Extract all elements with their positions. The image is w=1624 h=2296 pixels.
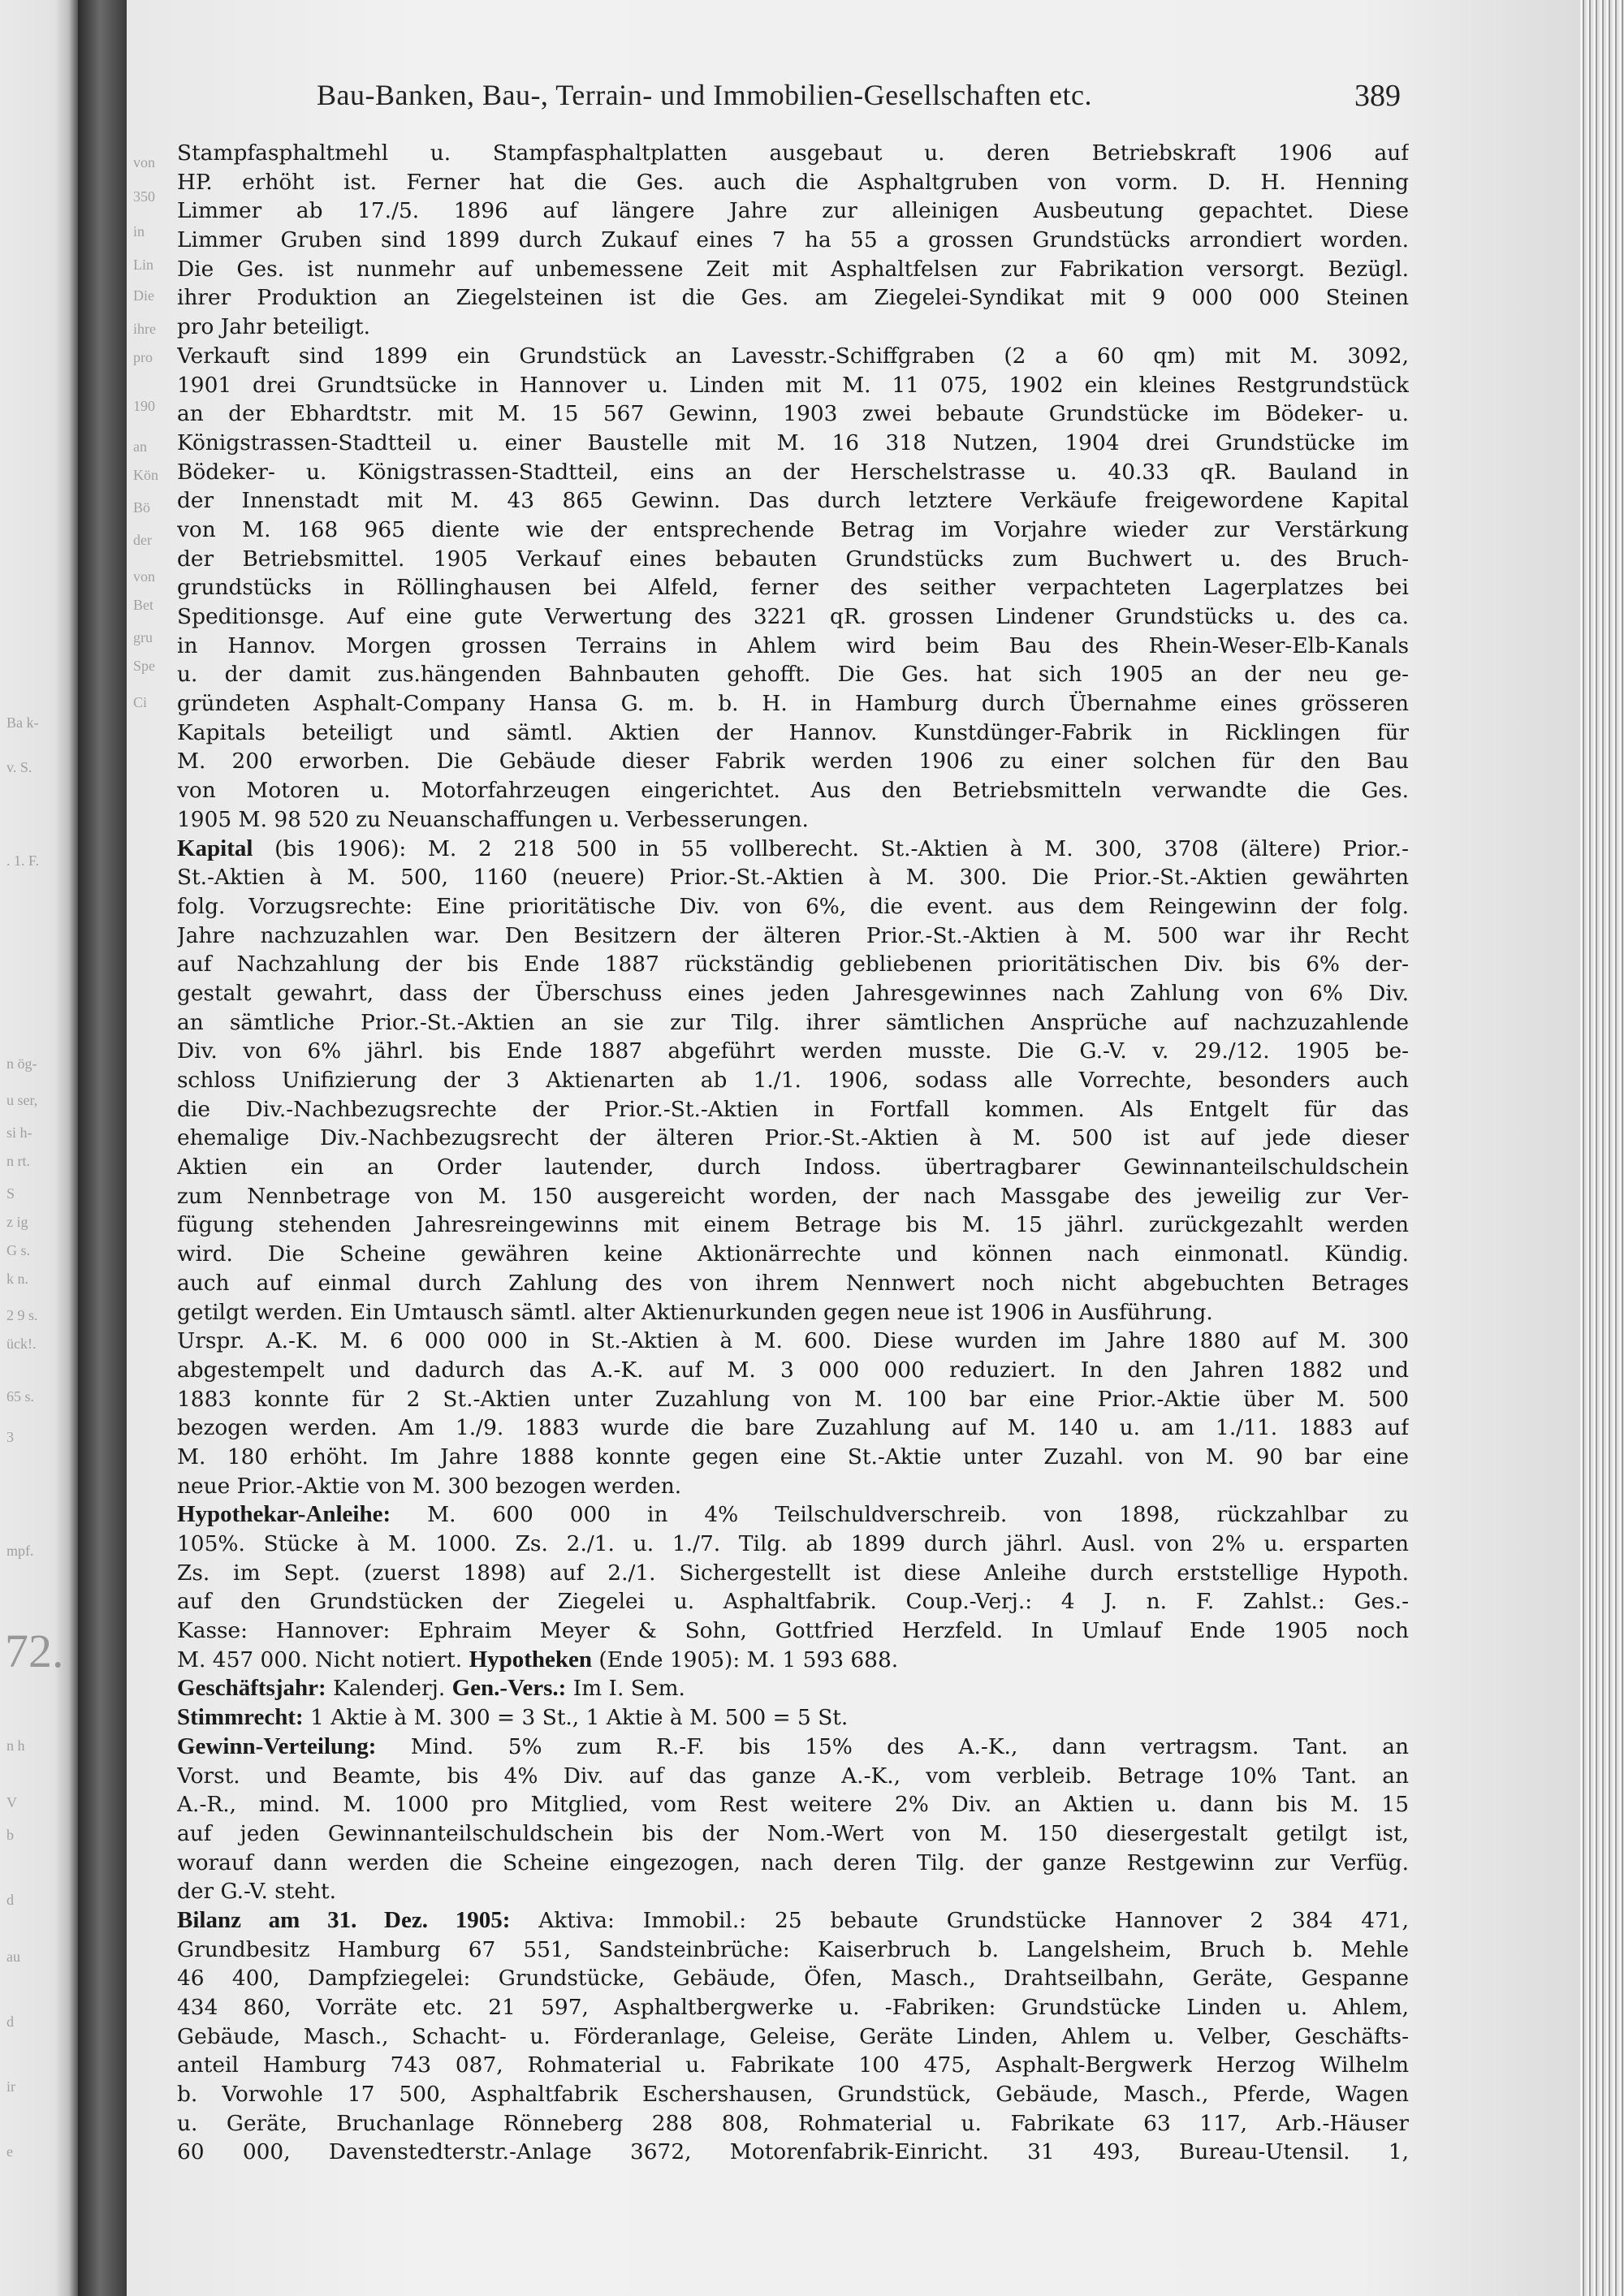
text-line xyxy=(177,1269,1409,1298)
line-text: worauf dann werden die Scheine eingezogen, nach deren Tilg. der ganze Restgewinn zur Verfüg. xyxy=(177,1849,1409,1875)
text-line xyxy=(177,1877,1409,1906)
text-line xyxy=(177,776,1409,805)
text-line xyxy=(177,1298,1409,1327)
margin-fragment: in xyxy=(133,223,145,240)
text-line xyxy=(177,1993,1409,2022)
line-text: bezogen werden. Am 1./9. 1883 wurde die bare Zuzahlung auf M. 140 u. am 1./11. 1883 auf xyxy=(177,1415,1409,1441)
page-stack-edge xyxy=(1580,0,1624,2296)
text-line xyxy=(177,1066,1409,1095)
line-text: auch auf einmal durch Zahlung des von ihrem Nennwert noch nicht abgebuchten Betrages xyxy=(177,1270,1409,1296)
text-line xyxy=(177,196,1409,226)
margin-fragment: z ig xyxy=(6,1214,28,1230)
text-line xyxy=(177,805,1409,835)
line-text: Königstrassen-Stadtteil u. einer Baustelle mit M. 16 318 Nutzen, 1904 drei Grundstücke im xyxy=(177,429,1409,455)
text-line xyxy=(177,1413,1409,1443)
text-line xyxy=(177,1356,1409,1385)
text-line xyxy=(177,1646,1409,1675)
text-line xyxy=(177,573,1409,602)
margin-fragment: Die xyxy=(133,287,154,304)
text-line xyxy=(177,2051,1409,2080)
margin-fragment: Ci xyxy=(133,694,148,710)
section-label: Hypotheken xyxy=(469,1646,593,1672)
text-line xyxy=(177,1906,1409,1936)
line-text: u. der damit zus.hängenden Bahnbauten gehofft. Die Ges. hat sich 1905 an der neu ge- xyxy=(177,662,1409,688)
margin-fragment: e xyxy=(6,2143,13,2160)
margin-fragment: 190 xyxy=(133,398,155,414)
margin-fragment: von xyxy=(133,154,155,170)
margin-fragment: V xyxy=(6,1794,17,1810)
line-text: Kasse: Hannover: Ephraim Meyer & Sohn, Gottfried Herzfeld. In Umlauf Ende 1905 noch xyxy=(177,1618,1409,1644)
line-text: Aktien ein an Order lautender, durch Indoss. übertragbarer Gewinnanteilschuldschein xyxy=(177,1154,1409,1180)
text-line xyxy=(177,1616,1409,1646)
line-text: 1 Aktie à M. 300 = 3 St., 1 Aktie à M. 500 = 5 St. xyxy=(303,1705,849,1731)
text-line xyxy=(177,399,1409,429)
line-text: pro Jahr beteiligt. xyxy=(177,314,371,340)
line-text: Bödeker- u. Königstrassen-Stadtteil, eins an der Herschelstrasse u. 40.33 qR. Bauland in xyxy=(177,459,1409,485)
line-text: 1905 M. 98 520 zu Neuanschaffungen u. Verbesserungen. xyxy=(177,806,809,832)
text-line xyxy=(177,835,1409,864)
text-line xyxy=(177,1674,1409,1703)
line-text: 1901 drei Grundtsücke in Hannover u. Linden mit M. 11 075, 1902 ein kleines Restgrundstück xyxy=(177,372,1409,398)
line-text: Speditionsge. Auf eine gute Verwertung des 3221 qR. grossen Lindener Grundstücks u. des ca. xyxy=(177,604,1409,629)
margin-fragment: d xyxy=(6,1892,14,1908)
text-line xyxy=(177,1327,1409,1356)
margin-fragment: der xyxy=(133,532,152,548)
text-line xyxy=(177,1443,1409,1472)
line-text: grundstücks in Röllinghausen bei Alfeld, ferner des seither verpachteten Lagerplatzes bei xyxy=(177,575,1409,601)
margin-fragment: b xyxy=(6,1827,14,1843)
line-text: Grundbesitz Hamburg 67 551, Sandsteinbrüche: Kaiserbruch b. Langelsheim, Bruch b. Mehle xyxy=(177,1936,1409,1962)
text-line xyxy=(177,1762,1409,1791)
line-text: Die Ges. ist nunmehr auf unbemessene Zeit mit Asphaltfelsen zur Fabrikation versorgt. Bezügl. xyxy=(177,256,1409,282)
line-text: an der Ebhardtstr. mit M. 15 567 Gewinn, 1903 zwei bebaute Grundstücke im Bödeker- u. xyxy=(177,401,1409,427)
line-text: Verkauft sind 1899 ein Grundstück an Lavesstr.-Schiffgraben (2 a 60 qm) mit M. 3092, xyxy=(177,343,1409,369)
line-text: (Ende 1905): M. 1 593 688. xyxy=(592,1646,899,1672)
text-line xyxy=(177,1849,1409,1878)
line-text: Im I. Sem. xyxy=(566,1676,685,1702)
text-line xyxy=(177,863,1409,892)
line-text: Jahre nachzuzahlen war. Den Besitzern der älteren Prior.-St.-Aktien à M. 500 war ihr Recht xyxy=(177,922,1409,948)
margin-fragment: ück!. xyxy=(6,1336,37,1352)
text-line xyxy=(177,950,1409,979)
text-line xyxy=(177,602,1409,632)
text-line xyxy=(177,1819,1409,1849)
line-text: ihrer Produktion an Ziegelsteinen ist die Ges. am Ziegelei-Syndikat mit 9 000 000 Steinen xyxy=(177,285,1409,311)
line-text: (bis 1906): M. 2 218 500 in 55 vollberecht. St.-Aktien à M. 300, 3708 (ältere) Prior.- xyxy=(253,835,1409,861)
text-line xyxy=(177,2022,1409,2052)
line-text: Aktiva: Immobil.: 25 bebaute Grundstücke Hannover 2 384 471, xyxy=(510,1907,1409,1933)
text-line xyxy=(177,1008,1409,1038)
running-header: Bau-Banken, Bau-, Terrain- und Immobilien-Gesellschaften etc. xyxy=(317,79,1093,111)
line-text: Kapitals beteiligt und sämtl. Aktien der Hannov. Kunstdünger-Fabrik in Ricklingen für xyxy=(177,719,1409,745)
margin-mark: 72. xyxy=(5,1625,64,1677)
text-line xyxy=(177,486,1409,516)
line-text: M. 200 erworben. Die Gebäude dieser Fabrik werden 1906 zu einer solchen für den Bau xyxy=(177,749,1409,775)
line-text: 1883 konnte für 2 St.-Aktien unter Zuzahlung von M. 100 bar eine Prior.-Aktie über M. 500 xyxy=(177,1386,1409,1412)
section-label: Kapital xyxy=(177,835,253,861)
text-line xyxy=(177,1936,1409,1965)
line-text: Gebäude, Masch., Schacht- u. Förderanlage, Geleise, Geräte Linden, Ahlem u. Velber, Geschäfts- xyxy=(177,2023,1409,2049)
margin-fragment: Bet xyxy=(133,597,153,613)
margin-fragment: 2 9 s. xyxy=(6,1307,38,1323)
text-line xyxy=(177,719,1409,748)
text-line xyxy=(177,168,1409,197)
line-text: 60 000, Davenstedterstr.-Anlage 3672, Motorenfabrik-Einricht. 31 493, Bureau-Utensil. 1, xyxy=(177,2139,1409,2165)
line-text: anteil Hamburg 743 087, Rohmaterial u. Fabrikate 100 475, Asphalt-Bergwerk Herzog Wilhelm xyxy=(177,2052,1409,2078)
line-text: 46 400, Dampfziegelei: Grundstücke, Gebäude, Öfen, Masch., Drahtseilbahn, Geräte, Gespanne xyxy=(177,1966,1409,1992)
margin-fragment: si h- xyxy=(6,1124,32,1141)
section-label: Hypothekar-Anleihe: xyxy=(177,1501,391,1528)
text-line xyxy=(177,2080,1409,2109)
margin-fragment: Bö xyxy=(133,499,151,516)
margin-fragment: 350 xyxy=(133,188,155,205)
margin-fragment: an xyxy=(133,438,147,455)
text-line xyxy=(177,1095,1409,1124)
body-text xyxy=(177,139,1409,2167)
margin-fragment: 65 s. xyxy=(6,1388,35,1405)
text-line xyxy=(177,747,1409,776)
line-text: 105%. Stücke à M. 1000. Zs. 2./1. u. 1./7. Tilg. ab 1899 durch jährl. Ausl. von 2% u. ersparten xyxy=(177,1531,1409,1556)
line-text: 434 860, Vorräte etc. 21 597, Asphaltbergwerke u. -Fabriken: Grundstücke Linden u. Ahlem, xyxy=(177,1995,1409,2020)
margin-fragment: G s. xyxy=(6,1242,31,1258)
text-line xyxy=(177,1530,1409,1559)
line-text: St.-Aktien à M. 500, 1160 (neuere) Prior.-St.-Aktien à M. 300. Die Prior.-St.-Aktien gewährten xyxy=(177,865,1409,891)
line-text: Kalenderj. xyxy=(326,1676,452,1702)
section-label: Geschäftsjahr: xyxy=(177,1675,326,1702)
margin-fragment: Ba k- xyxy=(6,714,39,731)
book-spine-shadow xyxy=(78,0,127,2296)
line-text: wird. Die Scheine gewähren keine Aktionärrechte und können nach einmonatl. Kündig. xyxy=(177,1241,1409,1267)
margin-fragment: n ög- xyxy=(6,1055,37,1072)
line-text: der Betriebsmittel. 1905 Verkauf eines bebauten Grundstücks zum Buchwert u. des Bruch- xyxy=(177,546,1409,572)
text-line xyxy=(177,342,1409,371)
margin-fragment: mpf. xyxy=(6,1543,34,1559)
line-text: u. Geräte, Bruchanlage Rönneberg 288 808, Rohmaterial u. Fabrikate 63 117, Arb.-Häuser xyxy=(177,2110,1409,2136)
text-line xyxy=(177,458,1409,487)
margin-fragment: u ser, xyxy=(6,1092,38,1108)
line-text: schloss Unifizierung der 3 Aktienarten ab 1./1. 1906, sodass alle Vorrechte, besonders auch xyxy=(177,1068,1409,1093)
margin-fragment: ir xyxy=(6,2078,15,2095)
line-text: der G.-V. steht. xyxy=(177,1879,337,1905)
margin-fragment: Kön xyxy=(133,467,158,483)
text-line xyxy=(177,921,1409,951)
text-line xyxy=(177,1182,1409,1211)
line-text: abgestempelt und dadurch das A.-K. auf M. 3 000 000 reduziert. In den Jahren 1882 und xyxy=(177,1357,1409,1383)
margin-fragment: n rt. xyxy=(6,1153,30,1169)
text-line xyxy=(177,1472,1409,1501)
line-text: Limmer Gruben sind 1899 durch Zukauf eines 7 ha 55 a grossen Grundstücks arrondiert worden. xyxy=(177,227,1409,253)
margin-fragment: ihre xyxy=(133,321,156,337)
line-text: A.-R., mind. M. 1000 pro Mitglied, vom Rest weitere 2% Div. an Aktien u. dann bis M. 15 xyxy=(177,1792,1409,1818)
text-line xyxy=(177,1733,1409,1762)
page-number: 389 xyxy=(1354,79,1401,113)
margin-fragment: von xyxy=(133,568,155,585)
line-text: Mind. 5% zum R.-F. bis 15% des A.-K., dann vertragsm. Tant. an xyxy=(376,1733,1409,1759)
margin-fragment: Spe xyxy=(133,658,155,674)
text-line xyxy=(177,516,1409,545)
text-line xyxy=(177,2109,1409,2138)
text-line xyxy=(177,371,1409,400)
text-line xyxy=(177,1500,1409,1530)
line-text: ehemalige Div.-Nachbezugsrecht der älteren Prior.-St.-Aktien à M. 500 ist auf jede dieser xyxy=(177,1125,1409,1151)
line-text: von Motoren u. Motorfahrzeugen eingerichtet. Aus den Betriebsmitteln verwandte die Ges. xyxy=(177,778,1409,804)
line-text: auf den Grundstücken der Ziegelei u. Asphaltfabrik. Coup.-Verj.: 4 J. n. F. Zahlst.: Ges.- xyxy=(177,1589,1409,1615)
text-line xyxy=(177,1240,1409,1269)
text-line xyxy=(177,660,1409,689)
line-text: in Hannov. Morgen grossen Terrains in Ahlem wird beim Bau des Rhein-Weser-Elb-Kanals xyxy=(177,632,1409,658)
line-text: von M. 168 965 diente wie der entsprechende Betrag im Vorjahre wieder zur Verstärkung xyxy=(177,516,1409,542)
text-line xyxy=(177,1385,1409,1414)
text-line xyxy=(177,1153,1409,1182)
line-text: der Innenstadt mit M. 43 865 Gewinn. Das durch letztere Verkäufe freigewordene Kapital xyxy=(177,488,1409,514)
margin-fragment: pro xyxy=(133,349,153,365)
line-text: getilgt werden. Ein Umtausch sämtl. alter Aktienurkunden gegen neue ist 1906 in Ausführung. xyxy=(177,1299,1213,1325)
line-text: M. 457 000. Nicht notiert. xyxy=(177,1646,469,1672)
margin-fragment: Lin xyxy=(133,257,153,273)
line-text: neue Prior.-Aktie von M. 300 bezogen werden. xyxy=(177,1473,682,1499)
text-line xyxy=(177,2138,1409,2167)
line-text: fügung stehenden Jahresreingewinns mit einem Betrage bis M. 15 jährl. zurückgezahlt werden xyxy=(177,1212,1409,1238)
line-text: HP. erhöht ist. Ferner hat die Ges. auch die Asphaltgruben von vorm. D. H. Henning xyxy=(177,169,1409,195)
text-line xyxy=(177,1559,1409,1588)
text-line xyxy=(177,1587,1409,1616)
text-line xyxy=(177,283,1409,313)
line-text: Limmer ab 17./5. 1896 auf längere Jahre zur alleinigen Ausbeutung gepachtet. Diese xyxy=(177,198,1409,224)
line-text: zum Nennbetrage von M. 150 ausgereicht worden, der nach Massgabe des jeweilig zur Ver- xyxy=(177,1183,1409,1209)
line-text: b. Vorwohle 17 500, Asphaltfabrik Eschershausen, Grundstück, Gebäude, Masch., Pferde, Wagen xyxy=(177,2082,1409,2108)
line-text: folg. Vorzugsrechte: Eine prioritätische Div. von 6%, die event. aus dem Reingewinn der folg. xyxy=(177,893,1409,919)
margin-fragment: v. S. xyxy=(6,759,32,775)
text-line xyxy=(177,979,1409,1008)
margin-fragment: au xyxy=(6,1949,20,1965)
text-line xyxy=(177,1964,1409,1993)
text-line xyxy=(177,139,1409,168)
text-line xyxy=(177,689,1409,719)
section-label: Gewinn-Verteilung: xyxy=(177,1733,377,1759)
margin-fragment: k n. xyxy=(6,1271,28,1287)
text-line xyxy=(177,632,1409,661)
line-text: an sämtliche Prior.-St.-Aktien an sie zur Tilg. ihrer sämtlichen Ansprüche auf nachzuzahlende xyxy=(177,1009,1409,1035)
margin-fragment: n h xyxy=(6,1737,25,1754)
text-line xyxy=(177,1211,1409,1240)
line-text: Vorst. und Beamte, bis 4% Div. auf das ganze A.-K., vom verbleib. Betrage 10% Tant. an xyxy=(177,1763,1409,1789)
text-line xyxy=(177,892,1409,921)
line-text: M. 180 erhöht. Im Jahre 1888 konnte gegen eine St.-Aktie unter Zuzahl. von M. 90 bar eine xyxy=(177,1444,1409,1470)
line-text: gründeten Asphalt-Company Hansa G. m. b. H. in Hamburg durch Übernahme eines grösseren xyxy=(177,691,1409,717)
margin-fragment: S xyxy=(6,1185,15,1202)
text-line xyxy=(177,1124,1409,1153)
line-text: Zs. im Sept. (zuerst 1898) auf 2./1. Sichergestellt ist diese Anleihe durch erststellige Hypoth. xyxy=(177,1560,1409,1586)
section-label: Bilanz am 31. Dez. 1905: xyxy=(177,1906,511,1933)
text-line xyxy=(177,255,1409,284)
text-line xyxy=(177,313,1409,342)
line-text: gestalt gewahrt, dass der Überschuss eines jeden Jahresgewinnes nach Zahlung von 6% Div. xyxy=(177,980,1409,1006)
text-line xyxy=(177,1790,1409,1819)
line-text: Stampfasphaltmehl u. Stampfasphaltplatten ausgebaut u. deren Betriebskraft 1906 auf xyxy=(177,140,1409,166)
text-line xyxy=(177,226,1409,255)
margin-fragment: 3 xyxy=(6,1429,14,1445)
line-text: Urspr. A.-K. M. 6 000 000 in St.-Aktien à M. 600. Diese wurden im Jahre 1880 auf M. 300 xyxy=(177,1328,1409,1354)
line-text: auf jeden Gewinnanteilschuldschein bis der Nom.-Wert von M. 150 diesergestalt getilgt ist, xyxy=(177,1820,1409,1846)
text-line xyxy=(177,545,1409,574)
line-text: auf Nachzahlung der bis Ende 1887 rückständig gebliebenen prioritätischen Div. bis 6% der- xyxy=(177,952,1409,978)
margin-fragment: gru xyxy=(133,629,153,645)
line-text: M. 600 000 in 4% Teilschuldverschreib. von 1898, rückzahlbar zu xyxy=(391,1502,1409,1528)
text-line xyxy=(177,429,1409,458)
margin-fragment: . 1. F. xyxy=(6,852,40,869)
line-text: Div. von 6% jährl. bis Ende 1887 abgeführt werden musste. Die G.-V. v. 29./12. 1905 be- xyxy=(177,1038,1409,1064)
line-text: die Div.-Nachbezugsrechte der Prior.-St.-Aktien in Fortfall kommen. Als Entgelt für das xyxy=(177,1096,1409,1122)
margin-fragment: d xyxy=(6,2013,14,2030)
section-label: Gen.-Vers.: xyxy=(451,1675,567,1702)
section-label: Stimmrecht: xyxy=(177,1704,304,1731)
text-line xyxy=(177,1703,1409,1733)
text-line xyxy=(177,1037,1409,1066)
